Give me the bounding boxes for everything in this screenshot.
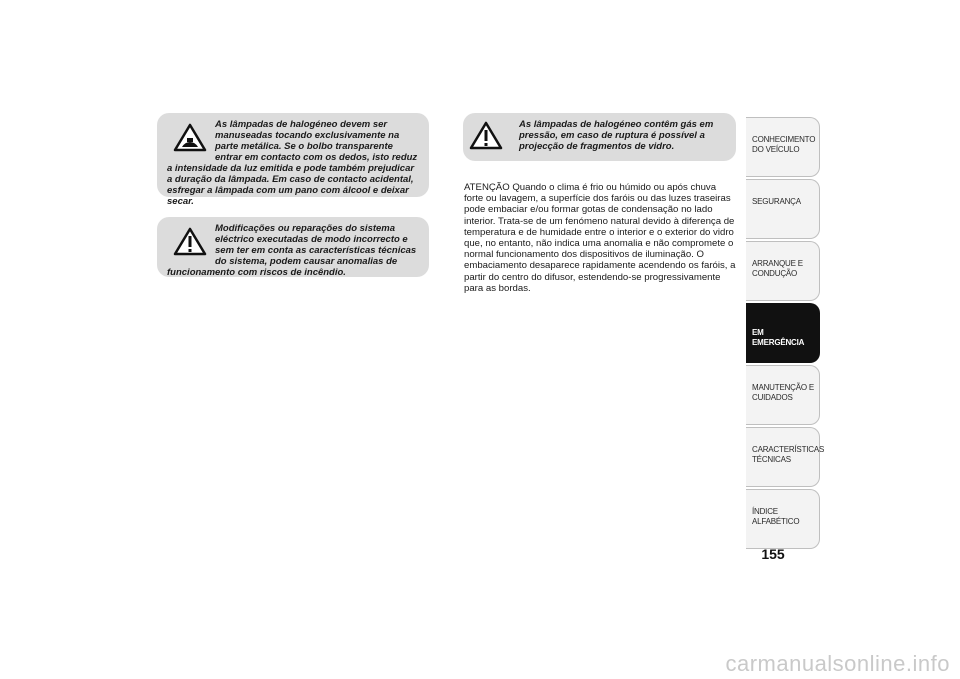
warning-triangle-icon [469, 121, 503, 151]
tab-label: EM EMERGÊNCIA [752, 328, 805, 347]
warning-box-halogen-pressure [463, 113, 736, 161]
warning-triangle-icon [173, 227, 207, 257]
chapter-tabs [746, 117, 825, 551]
tab-label: ARRANQUE E CONDUÇÃO [752, 259, 803, 278]
tab-manutencao-e-cuidados[interactable] [746, 365, 820, 425]
warning-text: As lâmpadas de halogéneo contêm gás em pressão, em caso de ruptura é possível a projecção de fragmentos de vidro. [519, 119, 714, 152]
tab-label: MANUTENÇÃO E CUIDADOS [752, 383, 815, 402]
tab-seguranca[interactable] [746, 179, 820, 239]
tab-caracteristicas-tecnicas[interactable] [746, 427, 825, 487]
warning-box-electrical-system [157, 217, 429, 277]
tab-label: CONHECIMENTO DO VEÍCULO [752, 135, 816, 154]
attention-notice-text: ATENÇÃO Quando o clima é frio ou húmido ou após chuva forte ou lavagem, a superfície dos faróis ou das luzes traseiras pode embaciar e/ou formar gotas de condensação no lado interior. Trata-se de um fenómeno natural devido à diferença de temperatura e de humidade entre o interior e o exterior do vidro que, no entanto, não indica uma anomalia e não compromete o normal funcionamento dos dispositivos de iluminação. O embaciamento desaparece rapidamente acendendo os faróis, a partir do centro do difusor, estendendo-se progressivamente para as bordas. [464, 182, 736, 294]
warning-triangle-hand-icon [173, 123, 207, 153]
tab-em-emergencia[interactable] [746, 303, 820, 363]
tab-label: SEGURANÇA [752, 197, 801, 206]
warning-box-halogen-handling [157, 113, 429, 207]
attention-notice [464, 182, 736, 294]
page-number: 155 [761, 546, 785, 562]
warning-text: As lâmpadas de halogéneo devem ser manuseadas tocando exclusivamente na parte metálica. Se o bolbo transparente entrar em contacto com os dedos, isto reduz a intensidade da luz emitida e pode também prejudicar a duração da lâmpada. Em caso de contacto acidental, esfregar a lâmpada com um pano com álcool e deixar secar. [167, 119, 418, 207]
tab-indice-alfabetico[interactable] [746, 489, 820, 549]
tab-label: CARACTERÍSTICAS TÉCNICAS [752, 445, 825, 464]
warning-text: Modificações ou reparações do sistema eléctrico executadas de modo incorrecto e sem ter em conta as características técnicas do sistema, podem causar anomalias de funcionamento com riscos de incêndio. [167, 223, 417, 278]
tab-label: ÍNDICE ALFABÉTICO [752, 507, 800, 526]
tab-conhecimento-do-veiculo[interactable] [746, 117, 820, 177]
watermark: carmanualsonline.info [725, 651, 950, 676]
tab-arranque-e-conducao[interactable] [746, 241, 820, 301]
